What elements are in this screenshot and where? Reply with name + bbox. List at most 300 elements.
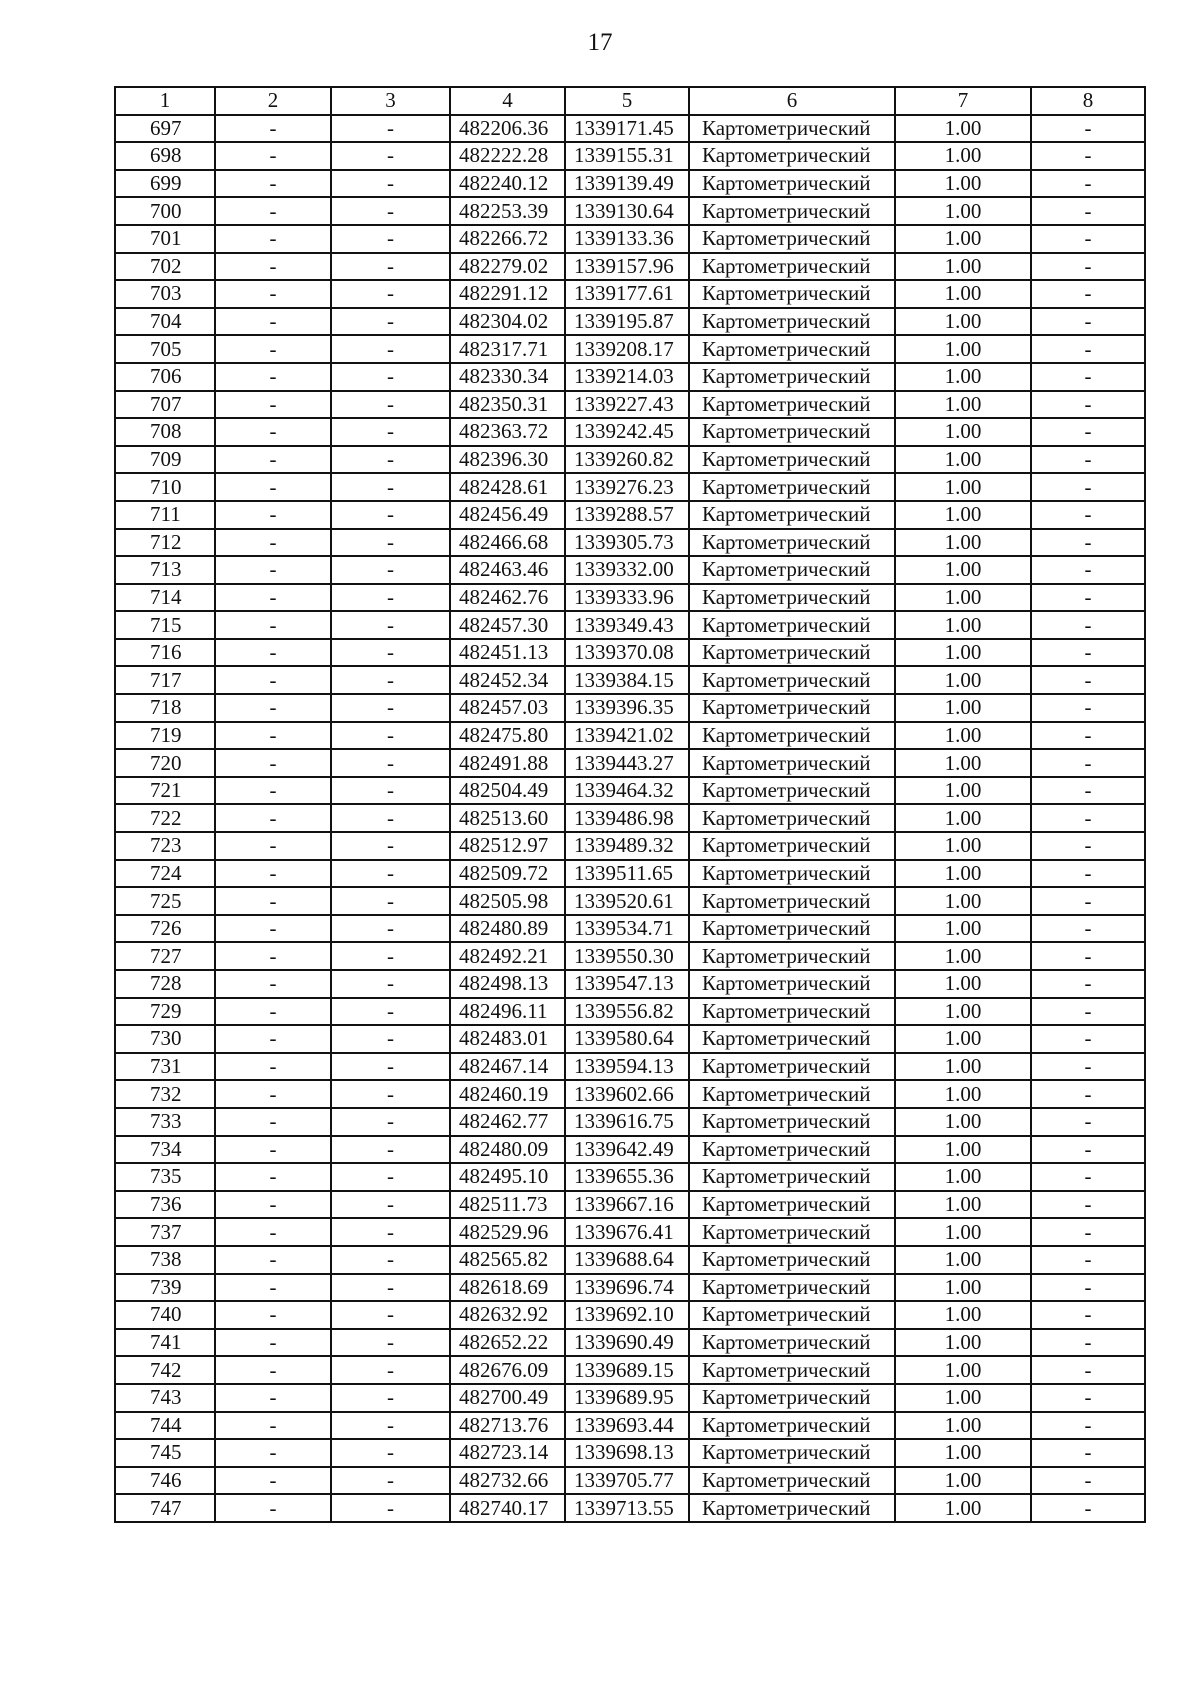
point-number-cell: 741 (115, 1329, 215, 1357)
point-number-cell: 737 (115, 1218, 215, 1246)
table-row (115, 749, 1145, 777)
table-row (115, 694, 1145, 722)
method-cell: Картометрический (689, 584, 895, 612)
column-2-cell: - (215, 418, 331, 446)
method-cell: Картометрический (689, 335, 895, 363)
column-3-cell: - (331, 1274, 450, 1302)
accuracy-cell: 1.00 (895, 253, 1031, 281)
column-8-cell: - (1031, 308, 1145, 336)
x-coordinate-cell: 482483.01 (450, 1025, 565, 1053)
column-8-cell: - (1031, 1025, 1145, 1053)
table-row (115, 777, 1145, 805)
table-row (115, 942, 1145, 970)
column-2-cell: - (215, 666, 331, 694)
y-coordinate-cell: 1339676.41 (565, 1218, 689, 1246)
column-8-cell: - (1031, 942, 1145, 970)
column-2-cell: - (215, 280, 331, 308)
table-row (115, 1274, 1145, 1302)
accuracy-cell: 1.00 (895, 142, 1031, 170)
column-2-cell: - (215, 970, 331, 998)
method-cell: Картометрический (689, 1412, 895, 1440)
method-cell: Картометрический (689, 1163, 895, 1191)
column-8-cell: - (1031, 1191, 1145, 1219)
column-2-cell: - (215, 253, 331, 281)
method-cell: Картометрический (689, 998, 895, 1026)
column-header: 4 (450, 87, 565, 115)
accuracy-cell: 1.00 (895, 170, 1031, 198)
method-cell: Картометрический (689, 501, 895, 529)
point-number-cell: 704 (115, 308, 215, 336)
table-row (115, 1108, 1145, 1136)
column-3-cell: - (331, 197, 450, 225)
accuracy-cell: 1.00 (895, 1218, 1031, 1246)
column-2-cell: - (215, 1218, 331, 1246)
method-cell: Картометрический (689, 473, 895, 501)
column-8-cell: - (1031, 584, 1145, 612)
accuracy-cell: 1.00 (895, 556, 1031, 584)
column-3-cell: - (331, 860, 450, 888)
column-8-cell: - (1031, 666, 1145, 694)
x-coordinate-cell: 482496.11 (450, 998, 565, 1026)
column-8-cell: - (1031, 197, 1145, 225)
point-number-cell: 722 (115, 804, 215, 832)
y-coordinate-cell: 1339690.49 (565, 1329, 689, 1357)
column-2-cell: - (215, 998, 331, 1026)
table-row (115, 1218, 1145, 1246)
y-coordinate-cell: 1339305.73 (565, 529, 689, 557)
column-8-cell: - (1031, 280, 1145, 308)
column-3-cell: - (331, 1494, 450, 1522)
method-cell: Картометрический (689, 391, 895, 419)
method-cell: Картометрический (689, 970, 895, 998)
method-cell: Картометрический (689, 942, 895, 970)
point-number-cell: 743 (115, 1384, 215, 1412)
column-2-cell: - (215, 1053, 331, 1081)
accuracy-cell: 1.00 (895, 1163, 1031, 1191)
accuracy-cell: 1.00 (895, 391, 1031, 419)
method-cell: Картометрический (689, 1384, 895, 1412)
point-number-cell: 705 (115, 335, 215, 363)
y-coordinate-cell: 1339396.35 (565, 694, 689, 722)
point-number-cell: 742 (115, 1356, 215, 1384)
accuracy-cell: 1.00 (895, 639, 1031, 667)
accuracy-cell: 1.00 (895, 473, 1031, 501)
x-coordinate-cell: 482740.17 (450, 1494, 565, 1522)
column-3-cell: - (331, 529, 450, 557)
point-number-cell: 706 (115, 363, 215, 391)
accuracy-cell: 1.00 (895, 115, 1031, 143)
y-coordinate-cell: 1339616.75 (565, 1108, 689, 1136)
column-3-cell: - (331, 777, 450, 805)
column-8-cell: - (1031, 1329, 1145, 1357)
y-coordinate-cell: 1339520.61 (565, 887, 689, 915)
column-3-cell: - (331, 804, 450, 832)
x-coordinate-cell: 482511.73 (450, 1191, 565, 1219)
table-row (115, 666, 1145, 694)
table-row (115, 611, 1145, 639)
column-8-cell: - (1031, 170, 1145, 198)
table-row (115, 1301, 1145, 1329)
y-coordinate-cell: 1339332.00 (565, 556, 689, 584)
column-8-cell: - (1031, 915, 1145, 943)
column-3-cell: - (331, 446, 450, 474)
x-coordinate-cell: 482451.13 (450, 639, 565, 667)
y-coordinate-cell: 1339227.43 (565, 391, 689, 419)
column-3-cell: - (331, 1301, 450, 1329)
column-3-cell: - (331, 1163, 450, 1191)
y-coordinate-cell: 1339208.17 (565, 335, 689, 363)
point-number-cell: 726 (115, 915, 215, 943)
accuracy-cell: 1.00 (895, 942, 1031, 970)
point-number-cell: 721 (115, 777, 215, 805)
column-8-cell: - (1031, 777, 1145, 805)
accuracy-cell: 1.00 (895, 501, 1031, 529)
method-cell: Картометрический (689, 749, 895, 777)
column-3-cell: - (331, 1108, 450, 1136)
x-coordinate-cell: 482206.36 (450, 115, 565, 143)
column-2-cell: - (215, 1136, 331, 1164)
accuracy-cell: 1.00 (895, 418, 1031, 446)
y-coordinate-cell: 1339556.82 (565, 998, 689, 1026)
method-cell: Картометрический (689, 777, 895, 805)
column-2-cell: - (215, 942, 331, 970)
column-2-cell: - (215, 804, 331, 832)
column-8-cell: - (1031, 1080, 1145, 1108)
method-cell: Картометрический (689, 1301, 895, 1329)
method-cell: Картометрический (689, 666, 895, 694)
point-number-cell: 724 (115, 860, 215, 888)
y-coordinate-cell: 1339655.36 (565, 1163, 689, 1191)
column-3-cell: - (331, 473, 450, 501)
y-coordinate-cell: 1339547.13 (565, 970, 689, 998)
column-2-cell: - (215, 363, 331, 391)
table-row (115, 860, 1145, 888)
point-number-cell: 725 (115, 887, 215, 915)
column-2-cell: - (215, 170, 331, 198)
x-coordinate-cell: 482723.14 (450, 1439, 565, 1467)
x-coordinate-cell: 482457.03 (450, 694, 565, 722)
accuracy-cell: 1.00 (895, 1136, 1031, 1164)
method-cell: Картометрический (689, 639, 895, 667)
table-row (115, 335, 1145, 363)
y-coordinate-cell: 1339133.36 (565, 225, 689, 253)
column-2-cell: - (215, 722, 331, 750)
method-cell: Картометрический (689, 1246, 895, 1274)
column-8-cell: - (1031, 639, 1145, 667)
column-3-cell: - (331, 887, 450, 915)
point-number-cell: 712 (115, 529, 215, 557)
method-cell: Картометрический (689, 363, 895, 391)
table-row (115, 446, 1145, 474)
point-number-cell: 718 (115, 694, 215, 722)
method-cell: Картометрический (689, 804, 895, 832)
method-cell: Картометрический (689, 1053, 895, 1081)
y-coordinate-cell: 1339667.16 (565, 1191, 689, 1219)
x-coordinate-cell: 482330.34 (450, 363, 565, 391)
column-2-cell: - (215, 142, 331, 170)
column-2-cell: - (215, 1191, 331, 1219)
x-coordinate-cell: 482462.76 (450, 584, 565, 612)
column-8-cell: - (1031, 115, 1145, 143)
method-cell: Картометрический (689, 280, 895, 308)
x-coordinate-cell: 482463.46 (450, 556, 565, 584)
point-number-cell: 728 (115, 970, 215, 998)
table-row (115, 1246, 1145, 1274)
column-2-cell: - (215, 915, 331, 943)
column-3-cell: - (331, 1467, 450, 1495)
accuracy-cell: 1.00 (895, 887, 1031, 915)
column-3-cell: - (331, 253, 450, 281)
column-3-cell: - (331, 280, 450, 308)
accuracy-cell: 1.00 (895, 1467, 1031, 1495)
y-coordinate-cell: 1339276.23 (565, 473, 689, 501)
x-coordinate-cell: 482279.02 (450, 253, 565, 281)
point-number-cell: 709 (115, 446, 215, 474)
method-cell: Картометрический (689, 115, 895, 143)
column-2-cell: - (215, 1467, 331, 1495)
x-coordinate-cell: 482676.09 (450, 1356, 565, 1384)
column-3-cell: - (331, 1136, 450, 1164)
column-2-cell: - (215, 694, 331, 722)
method-cell: Картометрический (689, 556, 895, 584)
point-number-cell: 733 (115, 1108, 215, 1136)
column-header: 7 (895, 87, 1031, 115)
accuracy-cell: 1.00 (895, 1246, 1031, 1274)
y-coordinate-cell: 1339486.98 (565, 804, 689, 832)
column-2-cell: - (215, 1080, 331, 1108)
table-row (115, 418, 1145, 446)
y-coordinate-cell: 1339464.32 (565, 777, 689, 805)
column-2-cell: - (215, 860, 331, 888)
y-coordinate-cell: 1339242.45 (565, 418, 689, 446)
column-2-cell: - (215, 473, 331, 501)
y-coordinate-cell: 1339443.27 (565, 749, 689, 777)
x-coordinate-cell: 482509.72 (450, 860, 565, 888)
method-cell: Картометрический (689, 170, 895, 198)
x-coordinate-cell: 482253.39 (450, 197, 565, 225)
table-row (115, 887, 1145, 915)
column-header: 1 (115, 87, 215, 115)
table-row (115, 363, 1145, 391)
column-8-cell: - (1031, 1494, 1145, 1522)
column-2-cell: - (215, 1108, 331, 1136)
column-3-cell: - (331, 391, 450, 419)
column-2-cell: - (215, 777, 331, 805)
x-coordinate-cell: 482491.88 (450, 749, 565, 777)
point-number-cell: 698 (115, 142, 215, 170)
y-coordinate-cell: 1339550.30 (565, 942, 689, 970)
x-coordinate-cell: 482700.49 (450, 1384, 565, 1412)
column-8-cell: - (1031, 418, 1145, 446)
point-number-cell: 701 (115, 225, 215, 253)
column-3-cell: - (331, 1246, 450, 1274)
column-3-cell: - (331, 418, 450, 446)
y-coordinate-cell: 1339177.61 (565, 280, 689, 308)
column-3-cell: - (331, 611, 450, 639)
column-8-cell: - (1031, 1301, 1145, 1329)
accuracy-cell: 1.00 (895, 1329, 1031, 1357)
method-cell: Картометрический (689, 915, 895, 943)
x-coordinate-cell: 482396.30 (450, 446, 565, 474)
x-coordinate-cell: 482291.12 (450, 280, 565, 308)
column-3-cell: - (331, 970, 450, 998)
accuracy-cell: 1.00 (895, 363, 1031, 391)
table-row (115, 1329, 1145, 1357)
column-8-cell: - (1031, 1384, 1145, 1412)
column-header: 3 (331, 87, 450, 115)
x-coordinate-cell: 482618.69 (450, 1274, 565, 1302)
column-8-cell: - (1031, 446, 1145, 474)
y-coordinate-cell: 1339698.13 (565, 1439, 689, 1467)
column-2-cell: - (215, 1163, 331, 1191)
column-3-cell: - (331, 1025, 450, 1053)
method-cell: Картометрический (689, 1136, 895, 1164)
column-3-cell: - (331, 1080, 450, 1108)
y-coordinate-cell: 1339214.03 (565, 363, 689, 391)
column-8-cell: - (1031, 970, 1145, 998)
x-coordinate-cell: 482457.30 (450, 611, 565, 639)
accuracy-cell: 1.00 (895, 915, 1031, 943)
column-2-cell: - (215, 1025, 331, 1053)
column-2-cell: - (215, 1329, 331, 1357)
y-coordinate-cell: 1339157.96 (565, 253, 689, 281)
x-coordinate-cell: 482652.22 (450, 1329, 565, 1357)
column-3-cell: - (331, 363, 450, 391)
table-row (115, 170, 1145, 198)
table-row (115, 1467, 1145, 1495)
column-8-cell: - (1031, 225, 1145, 253)
column-2-cell: - (215, 556, 331, 584)
y-coordinate-cell: 1339171.45 (565, 115, 689, 143)
table-row (115, 1356, 1145, 1384)
x-coordinate-cell: 482495.10 (450, 1163, 565, 1191)
accuracy-cell: 1.00 (895, 1025, 1031, 1053)
y-coordinate-cell: 1339642.49 (565, 1136, 689, 1164)
table-row (115, 1412, 1145, 1440)
column-2-cell: - (215, 1384, 331, 1412)
column-8-cell: - (1031, 1108, 1145, 1136)
table-row (115, 501, 1145, 529)
point-number-cell: 719 (115, 722, 215, 750)
y-coordinate-cell: 1339692.10 (565, 1301, 689, 1329)
point-number-cell: 713 (115, 556, 215, 584)
column-3-cell: - (331, 556, 450, 584)
table-row (115, 473, 1145, 501)
point-number-cell: 714 (115, 584, 215, 612)
method-cell: Картометрический (689, 446, 895, 474)
column-2-cell: - (215, 639, 331, 667)
column-3-cell: - (331, 998, 450, 1026)
accuracy-cell: 1.00 (895, 611, 1031, 639)
column-3-cell: - (331, 335, 450, 363)
point-number-cell: 730 (115, 1025, 215, 1053)
x-coordinate-cell: 482266.72 (450, 225, 565, 253)
y-coordinate-cell: 1339693.44 (565, 1412, 689, 1440)
column-2-cell: - (215, 446, 331, 474)
column-3-cell: - (331, 1356, 450, 1384)
y-coordinate-cell: 1339155.31 (565, 142, 689, 170)
method-cell: Картометрический (689, 225, 895, 253)
point-number-cell: 732 (115, 1080, 215, 1108)
point-number-cell: 717 (115, 666, 215, 694)
method-cell: Картометрический (689, 197, 895, 225)
x-coordinate-cell: 482363.72 (450, 418, 565, 446)
accuracy-cell: 1.00 (895, 1301, 1031, 1329)
x-coordinate-cell: 482498.13 (450, 970, 565, 998)
x-coordinate-cell: 482467.14 (450, 1053, 565, 1081)
table-row (115, 1136, 1145, 1164)
method-cell: Картометрический (689, 1467, 895, 1495)
column-8-cell: - (1031, 142, 1145, 170)
method-cell: Картометрический (689, 1080, 895, 1108)
y-coordinate-cell: 1339689.95 (565, 1384, 689, 1412)
table-row (115, 253, 1145, 281)
point-number-cell: 731 (115, 1053, 215, 1081)
accuracy-cell: 1.00 (895, 1439, 1031, 1467)
point-number-cell: 716 (115, 639, 215, 667)
table-row (115, 391, 1145, 419)
method-cell: Картометрический (689, 1329, 895, 1357)
y-coordinate-cell: 1339333.96 (565, 584, 689, 612)
column-header: 6 (689, 87, 895, 115)
column-3-cell: - (331, 1218, 450, 1246)
y-coordinate-cell: 1339195.87 (565, 308, 689, 336)
accuracy-cell: 1.00 (895, 777, 1031, 805)
table-row (115, 584, 1145, 612)
point-number-cell: 711 (115, 501, 215, 529)
column-8-cell: - (1031, 694, 1145, 722)
x-coordinate-cell: 482513.60 (450, 804, 565, 832)
x-coordinate-cell: 482428.61 (450, 473, 565, 501)
y-coordinate-cell: 1339130.64 (565, 197, 689, 225)
table-row (115, 804, 1145, 832)
column-8-cell: - (1031, 804, 1145, 832)
column-8-cell: - (1031, 887, 1145, 915)
table-body (115, 115, 1145, 1522)
column-header: 2 (215, 87, 331, 115)
x-coordinate-cell: 482350.31 (450, 391, 565, 419)
method-cell: Картометрический (689, 1439, 895, 1467)
y-coordinate-cell: 1339696.74 (565, 1274, 689, 1302)
column-2-cell: - (215, 501, 331, 529)
method-cell: Картометрический (689, 887, 895, 915)
column-2-cell: - (215, 749, 331, 777)
column-3-cell: - (331, 115, 450, 143)
x-coordinate-cell: 482460.19 (450, 1080, 565, 1108)
column-2-cell: - (215, 887, 331, 915)
y-coordinate-cell: 1339534.71 (565, 915, 689, 943)
x-coordinate-cell: 482240.12 (450, 170, 565, 198)
x-coordinate-cell: 482466.68 (450, 529, 565, 557)
accuracy-cell: 1.00 (895, 749, 1031, 777)
x-coordinate-cell: 482565.82 (450, 1246, 565, 1274)
accuracy-cell: 1.00 (895, 280, 1031, 308)
x-coordinate-cell: 482632.92 (450, 1301, 565, 1329)
column-2-cell: - (215, 225, 331, 253)
point-number-cell: 702 (115, 253, 215, 281)
point-number-cell: 739 (115, 1274, 215, 1302)
column-2-cell: - (215, 197, 331, 225)
column-3-cell: - (331, 915, 450, 943)
column-2-cell: - (215, 391, 331, 419)
y-coordinate-cell: 1339489.32 (565, 832, 689, 860)
column-header: 8 (1031, 87, 1145, 115)
table-row (115, 197, 1145, 225)
accuracy-cell: 1.00 (895, 225, 1031, 253)
y-coordinate-cell: 1339688.64 (565, 1246, 689, 1274)
x-coordinate-cell: 482222.28 (450, 142, 565, 170)
y-coordinate-cell: 1339594.13 (565, 1053, 689, 1081)
